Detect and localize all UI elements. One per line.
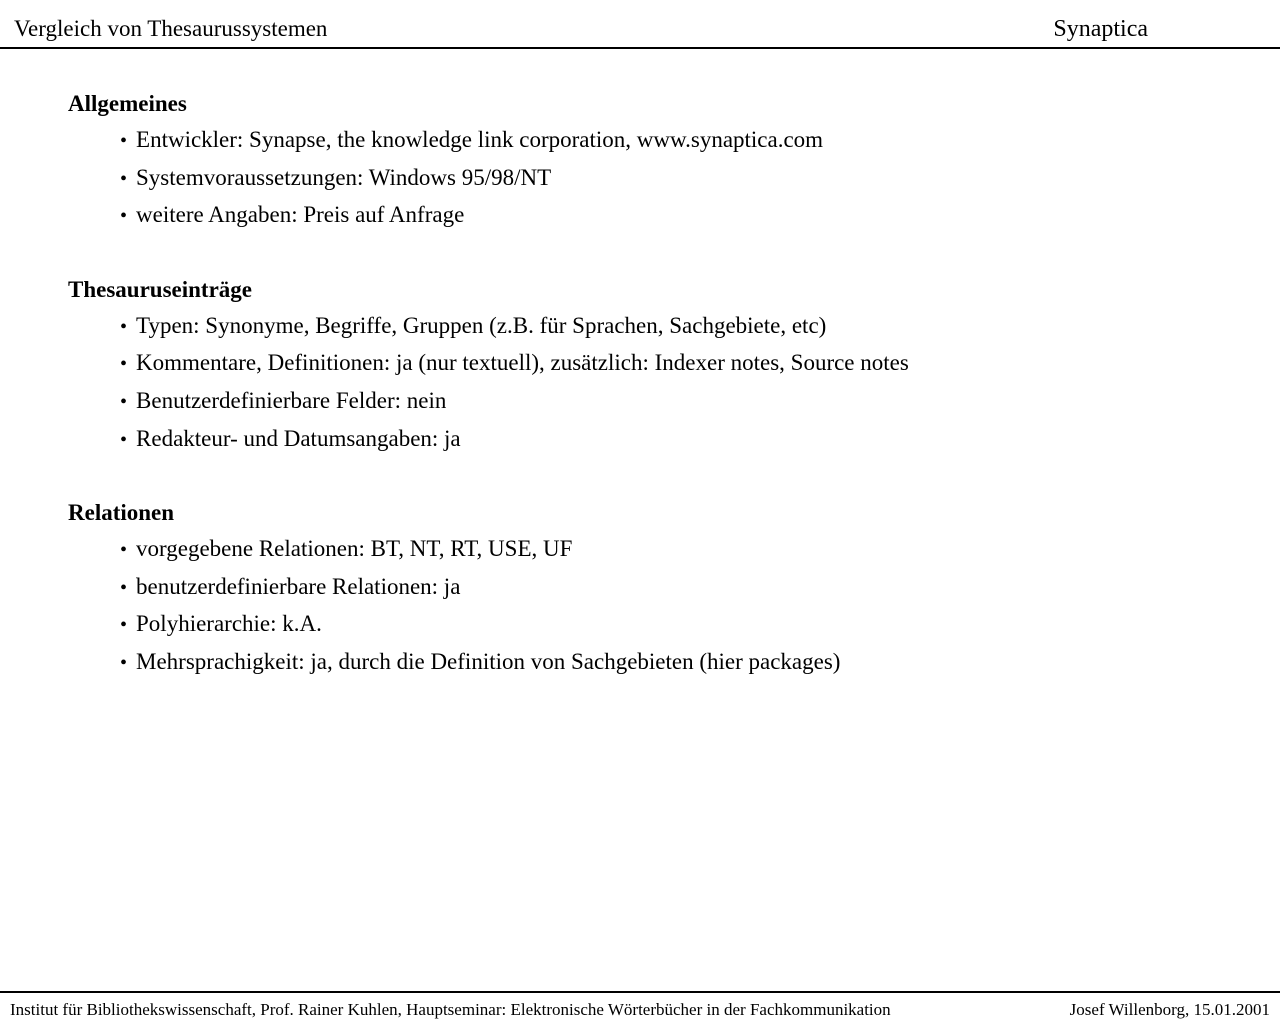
footer-author-date-text: Josef Willenborg, 15.01.2001	[1069, 999, 1270, 1019]
list-item	[120, 122, 1250, 160]
list-item	[120, 308, 1250, 346]
list-item-text: vorgegebene Relationen: BT, NT, RT, USE, UF	[136, 536, 573, 562]
bullet-icon: •	[120, 539, 128, 562]
bullet-icon: •	[120, 315, 128, 338]
slide-footer	[0, 991, 1280, 1024]
bullet-icon: •	[120, 428, 128, 451]
section-thesauruseintraege	[68, 271, 1250, 458]
list-item-text: Polyhierarchie: k.A.	[136, 611, 322, 637]
list-item	[120, 160, 1250, 198]
bullet-icon: •	[120, 205, 128, 228]
list-item-text: benutzerdefinierbare Relationen: ja	[136, 573, 461, 599]
bullet-list	[68, 122, 1250, 235]
list-item	[120, 421, 1250, 459]
section-allgemeines	[68, 85, 1250, 235]
bullet-icon: •	[120, 390, 128, 413]
section-relationen	[68, 494, 1250, 681]
list-item	[120, 345, 1250, 383]
list-item-text: Kommentare, Definitionen: ja (nur textuell), zusätzlich: Indexer notes, Source notes	[136, 350, 909, 376]
bullet-icon: •	[120, 651, 128, 674]
list-item	[120, 531, 1250, 569]
section-heading: Relationen	[68, 500, 175, 526]
list-item-text: Mehrsprachigkeit: ja, durch die Definition von Sachgebieten (hier packages)	[136, 648, 841, 674]
list-item	[120, 569, 1250, 607]
list-item-text: Systemvoraussetzungen: Windows 95/98/NT	[136, 164, 552, 190]
bullet-icon: •	[120, 130, 128, 152]
list-item	[120, 383, 1250, 421]
system-name-title: Synaptica	[1053, 16, 1148, 42]
slide-header	[0, 0, 1280, 49]
bullet-list	[68, 531, 1250, 681]
list-item-text: Typen: Synonyme, Begriffe, Gruppen (z.B. für Sprachen, Sachgebiete, etc)	[136, 312, 827, 338]
list-item-text: Redakteur- und Datumsangaben: ja	[136, 425, 461, 451]
section-heading: Allgemeines	[68, 91, 187, 116]
bullet-icon: •	[120, 353, 128, 376]
bullet-icon: •	[120, 167, 128, 190]
bullet-icon: •	[120, 614, 128, 637]
slide-content	[68, 85, 1250, 682]
list-item-text: Benutzerdefinierbare Felder: nein	[136, 387, 447, 413]
bullet-icon: •	[120, 576, 128, 599]
list-item	[120, 606, 1250, 644]
list-item-text: Entwickler: Synapse, the knowledge link corporation, www.synaptica.com	[136, 127, 824, 152]
footer-institution-text: Institut für Bibliothekswissenschaft, Prof. Rainer Kuhlen, Hauptseminar: Elektronische Wörterbücher in der Fachkommunikation	[10, 999, 891, 1019]
list-item	[120, 644, 1250, 682]
section-heading: Thesauruseinträge	[68, 276, 252, 302]
list-item-text: weitere Angaben: Preis auf Anfrage	[136, 202, 465, 228]
list-item	[120, 197, 1250, 235]
bullet-list	[68, 308, 1250, 458]
slide-topic-title: Vergleich von Thesaurussystemen	[14, 16, 328, 41]
